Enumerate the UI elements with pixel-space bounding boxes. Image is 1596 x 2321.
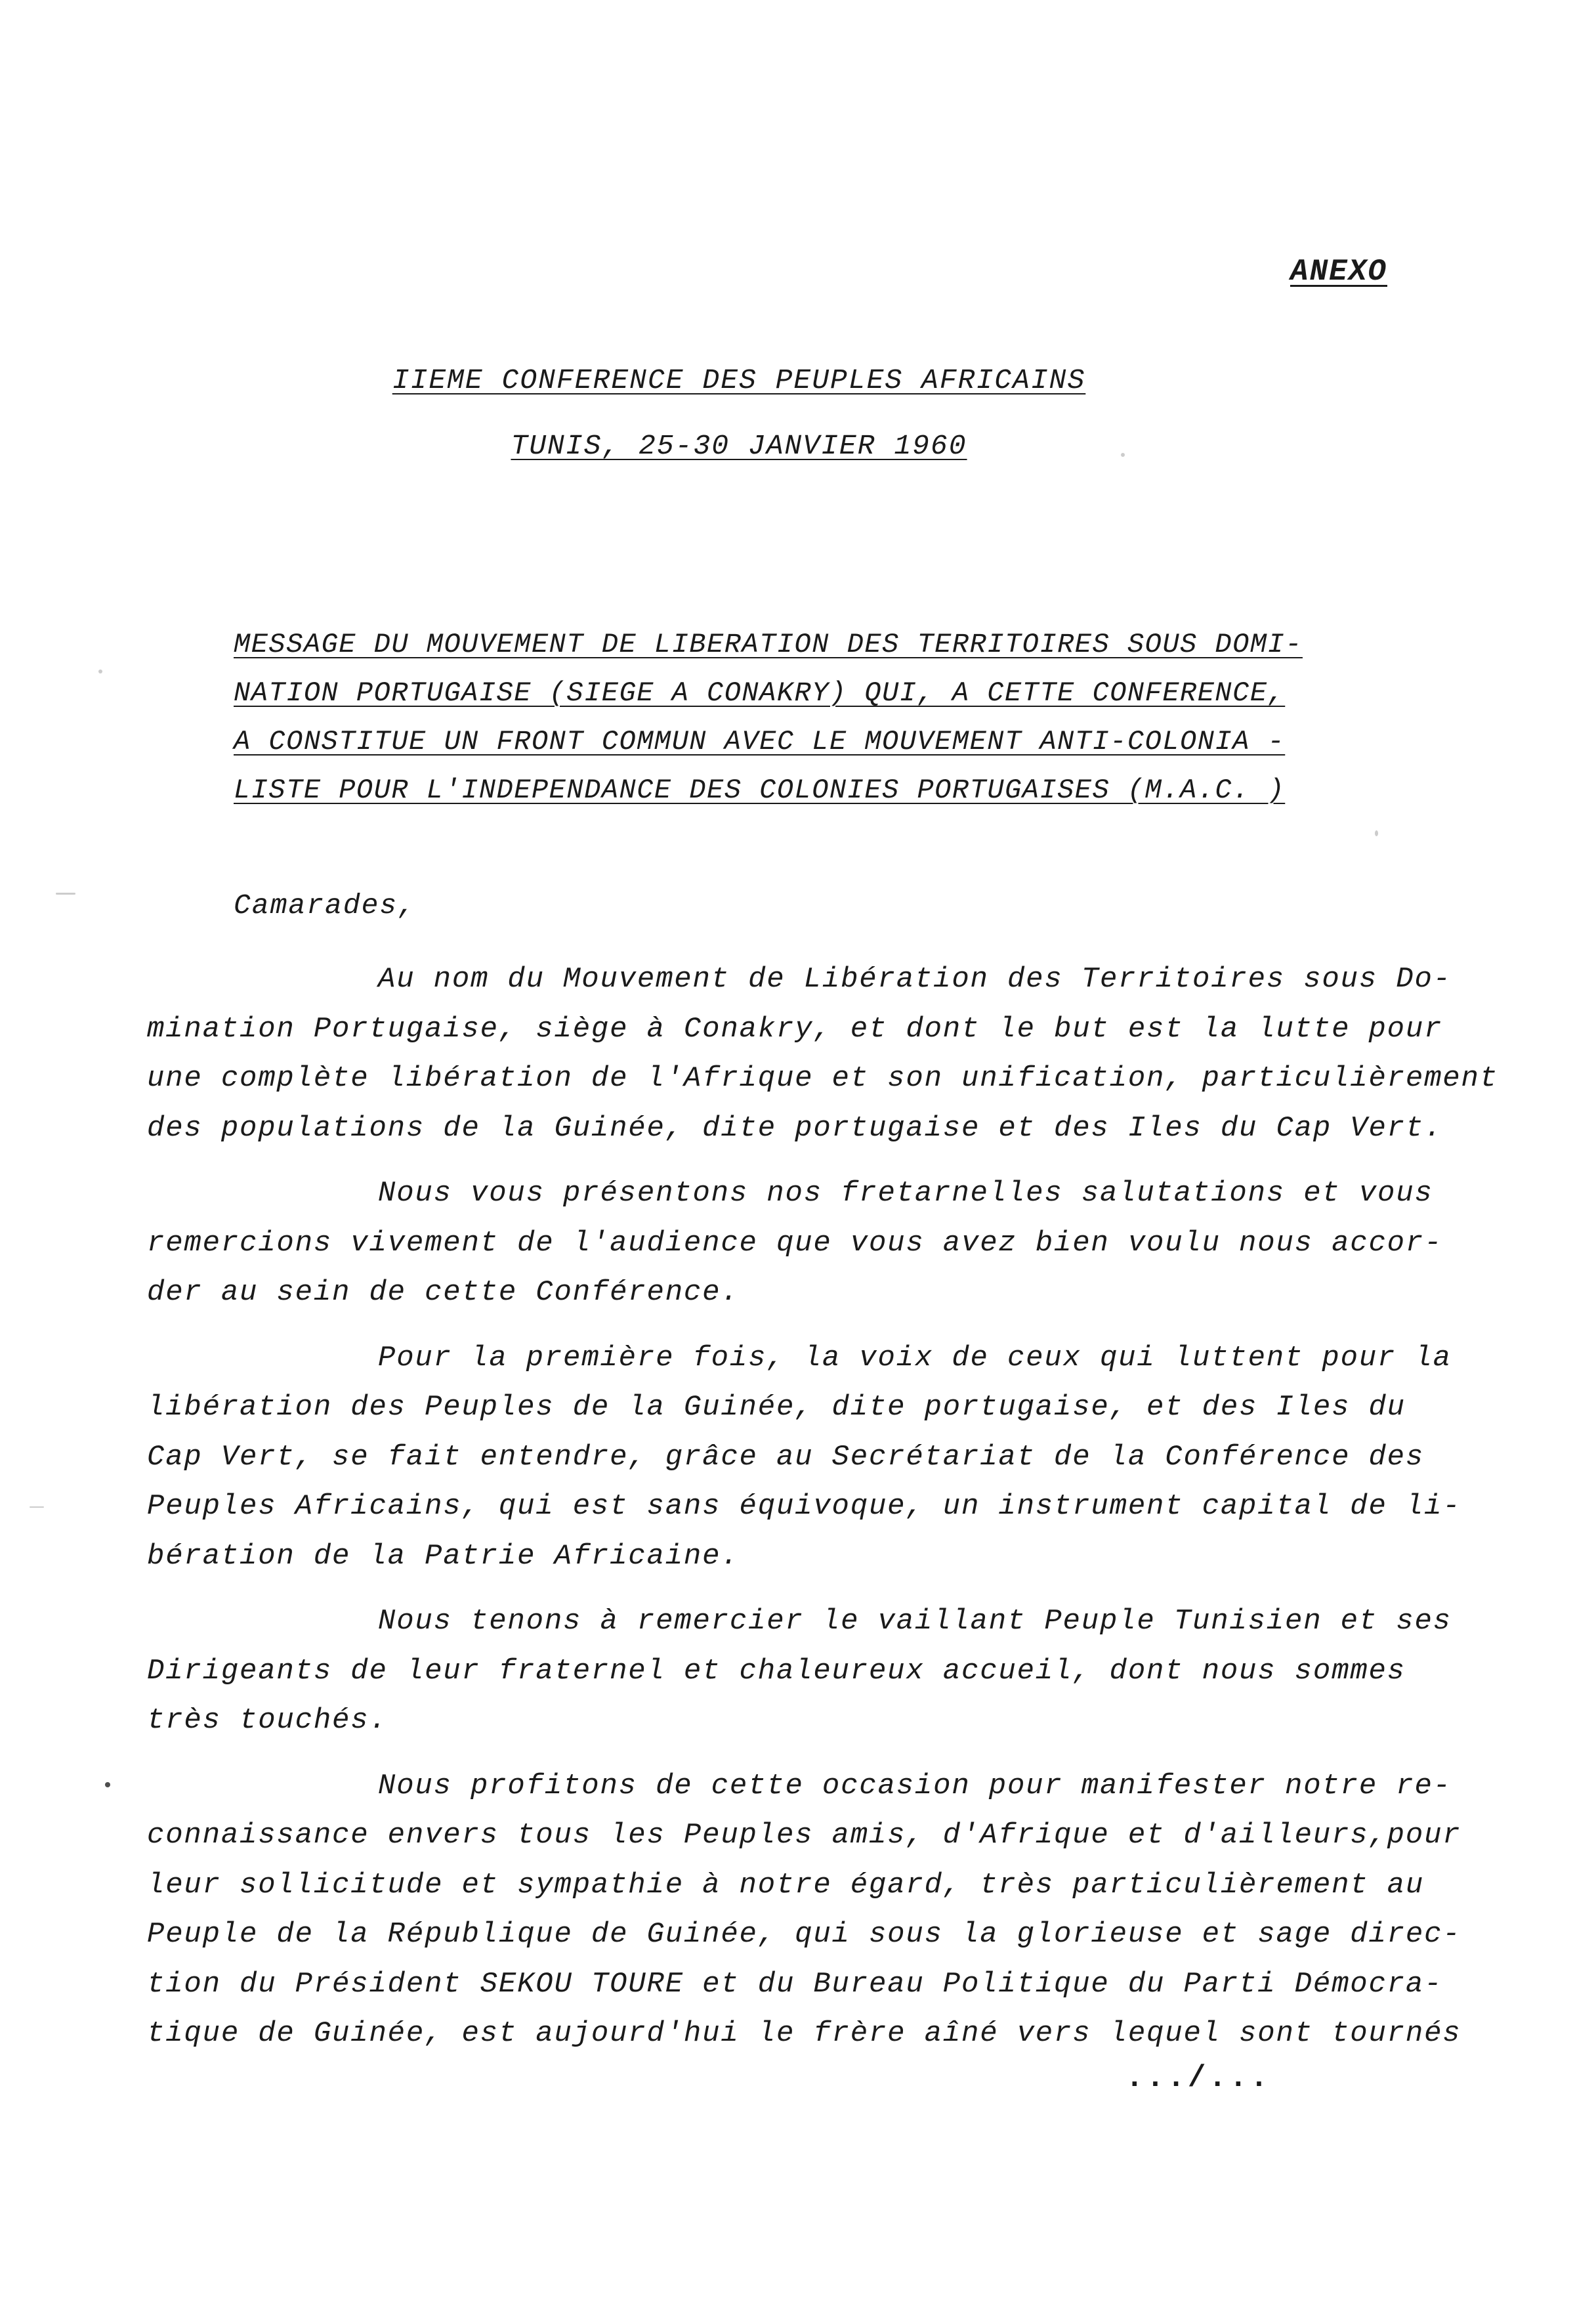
text-line: connaissance envers tous les Peuples amis, d'Afrique et d'ailleurs,pour — [147, 1819, 1461, 1852]
conference-place-date: TUNIS, 25-30 JANVIER 1960 — [511, 430, 967, 462]
message-heading — [234, 620, 1448, 815]
scan-speck — [1375, 830, 1378, 836]
message-heading-line: MESSAGE DU MOUVEMENT DE LIBERATION DES TERRITOIRES SOUS DOMI- — [234, 629, 1303, 660]
text-line: une complète libération de l'Afrique et son unification, particulièrement — [147, 1062, 1498, 1095]
paragraph-5 — [147, 1762, 1578, 2059]
paragraph-1 — [147, 955, 1578, 1153]
message-heading-line: NATION PORTUGAISE (SIEGE A CONAKRY) QUI, A CETTE CONFERENCE, — [234, 677, 1286, 709]
text-line: der au sein de cette Conférence. — [147, 1276, 740, 1309]
text-line: remercions vivement de l'audience que vous avez bien voulu nous accor- — [147, 1226, 1443, 1260]
text-line: Dirigeants de leur fraternel et chaleureux accueil, dont nous sommes — [147, 1654, 1406, 1688]
text-line: Peuple de la République de Guinée, qui sous la glorieuse et sage direc- — [147, 1918, 1461, 1951]
message-heading-line: LISTE POUR L'INDEPENDANCE DES COLONIES PORTUGAISES (M.A.C. ) — [234, 775, 1286, 806]
paragraph-4 — [147, 1597, 1578, 1746]
salutation: Camarades, — [234, 889, 417, 922]
text-line: Peuples Africains, qui est sans équivoque, un instrument capital de li- — [147, 1490, 1461, 1523]
text-line: très touchés. — [147, 1704, 388, 1737]
text-line: Nous vous présentons nos fretarnelles salutations et vous — [378, 1177, 1433, 1210]
text-line: des populations de la Guinée, dite portugaise et des Iles du Cap Vert. — [147, 1111, 1443, 1145]
text-line: bération de la Patrie Africaine. — [147, 1539, 740, 1573]
text-line: Au nom du Mouvement de Libération des Territoires sous Do- — [378, 963, 1452, 996]
text-line: leur sollicitude et sympathie à notre égard, très particulièrement au — [147, 1868, 1425, 1902]
scan-speck — [1121, 453, 1125, 457]
text-line: Pour la première fois, la voix de ceux qui luttent pour la — [378, 1341, 1452, 1374]
paragraph-3 — [147, 1334, 1578, 1582]
scan-speck — [30, 1506, 44, 1508]
scan-speck — [56, 893, 75, 895]
text-line: Nous profitons de cette occasion pour manifester notre re- — [378, 1769, 1452, 1802]
continuation-mark: .../... — [1125, 2061, 1271, 2095]
text-line: tion du Président SEKOU TOURE et du Bureau Politique du Parti Démocra- — [147, 1967, 1443, 2001]
text-line: Cap Vert, se fait entendre, grâce au Secrétariat de la Conférence des — [147, 1440, 1425, 1474]
message-heading-line: A CONSTITUE UN FRONT COMMUN AVEC LE MOUVEMENT ANTI-COLONIA - — [234, 726, 1286, 757]
text-line: Nous tenons à remercier le vaillant Peuple Tunisien et ses — [378, 1605, 1452, 1638]
scan-speck — [105, 1782, 110, 1787]
annex-label: ANEXO — [1290, 255, 1387, 289]
conference-title: IIEME CONFERENCE DES PEUPLES AFRICAINS — [392, 364, 1086, 396]
text-line: mination Portugaise, siège à Conakry, et dont le but est la lutte pour — [147, 1012, 1443, 1046]
scan-speck — [98, 670, 102, 673]
letter-body — [147, 955, 1578, 2059]
paragraph-2 — [147, 1169, 1578, 1318]
text-line: libération des Peuples de la Guinée, dite portugaise, et des Iles du — [147, 1391, 1406, 1424]
text-line: tique de Guinée, est aujourd'hui le frère aîné vers lequel sont tournés — [147, 2017, 1461, 2050]
